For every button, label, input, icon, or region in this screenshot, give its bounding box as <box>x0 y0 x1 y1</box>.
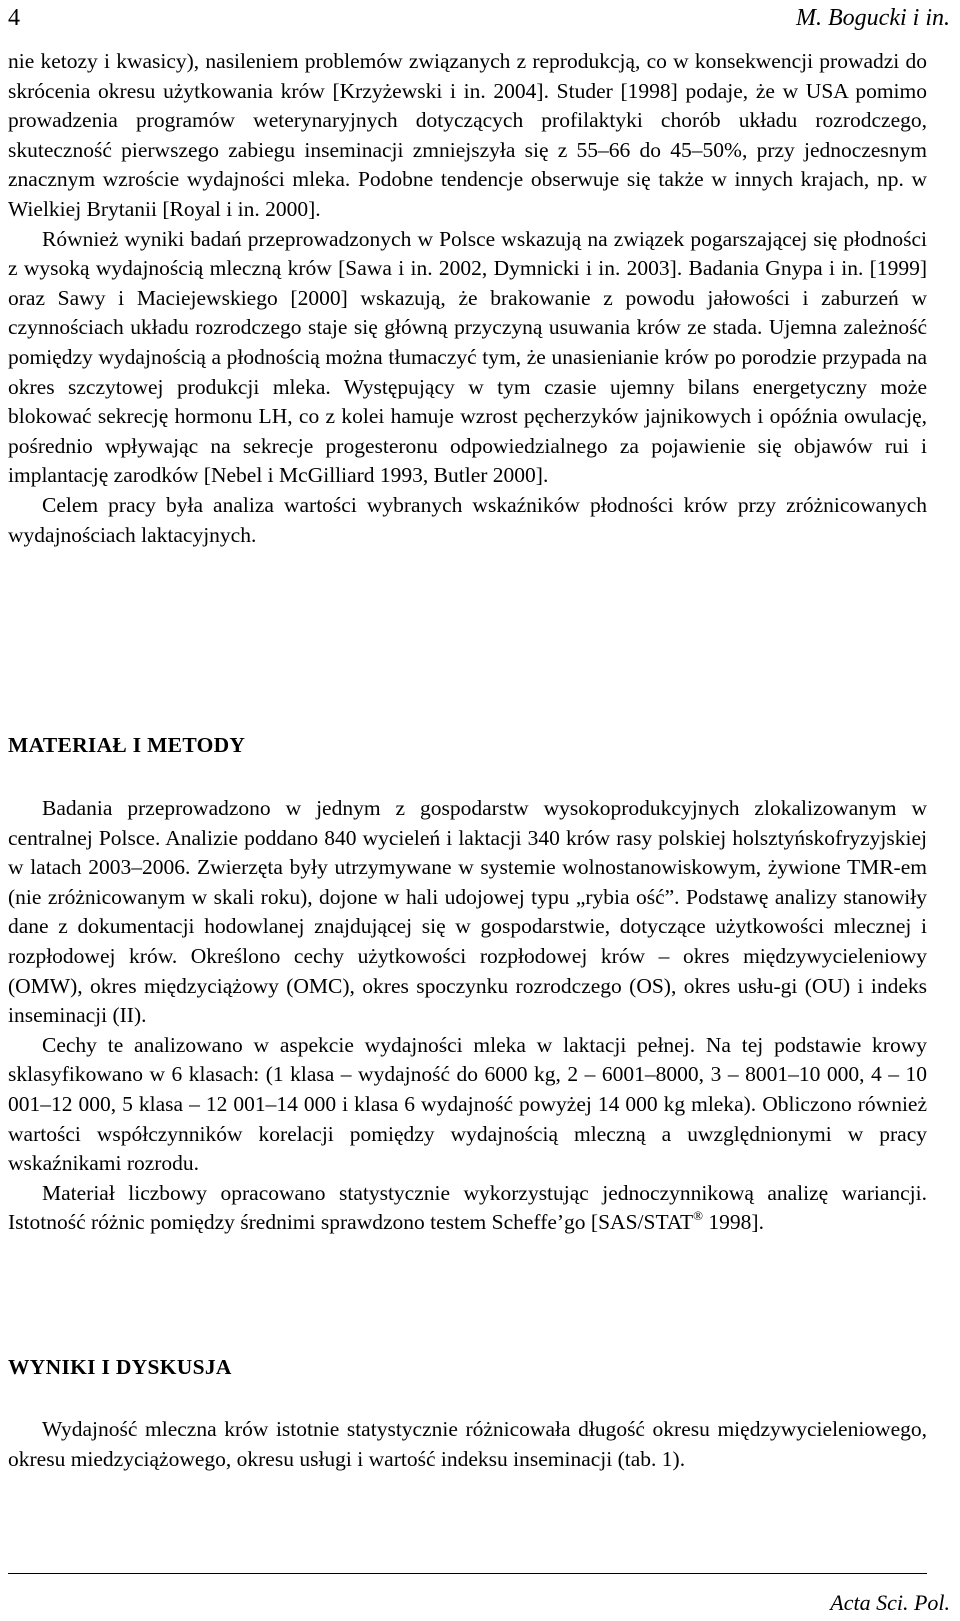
registered-mark: ® <box>693 1208 704 1224</box>
methods-paragraph-1: Badania przeprowadzono w jednym z gospodarstw wysokoprodukcyjnych zlokalizowanym w centralnej Polsce. Analizie poddano 840 wycieleń i laktacji 340 krów rasy polskiej holsztyńskofryzyjskiej w latach 2003–2006. Zwierzęta były utrzymywane w systemie wolnostanowiskowym, żywione TMR-em (nie zróżnicowanym w skali roku), dojone w hali udojowej typu „rybia ość”. Podstawę analizy stanowiły dane z dokumentacji hodowlanej znajdującej się w gospodarstwie, dotyczące użytkowości mlecznej i rozpłodowej krów. Określono cechy użytkowości rozpłodowej krów – okres międzywycieleniowy (OMW), okres międzyciążowy (OMC), okres spoczynku rozrodczego (OS), okres usłu-gi (OU) i indeks inseminacji (II). <box>8 796 927 1028</box>
methods-paragraph-3-text: Materiał liczbowy opracowano statystycznie wykorzystując jednoczynnikową analizę wariancji. Istotność różnic pomiędzy średnimi sprawdzono testem Scheffe’go [SAS/STAT <box>8 1180 927 1235</box>
intro-paragraph-1: nie ketozy i kwasicy), nasileniem problemów związanych z reprodukcją, co w konsekwencji prowadzi do skrócenia okresu użytkowania krów [Krzyżewski i in. 2004]. Studer [1998] podaje, że w USA pomimo prowadzenia programów weterynaryjnych dotyczących profilaktyki chorób układu rozrodczego, skuteczność pierwszego zabiegu inseminacji zmniejszyła się z 55–66 do 45–50%, przy jednoczesnym znacznym wzroście wydajności mleka. Podobne tendencje obserwuje się także w innych krajach, np. w Wielkiej Brytanii [Royal i in. 2000]. <box>8 49 927 221</box>
footer-rule <box>8 1573 927 1574</box>
results-heading: WYNIKI I DYSKUSJA <box>8 1355 232 1379</box>
methods-paragraph-3 <box>8 1179 927 1238</box>
methods-paragraph-3-end: 1998]. <box>703 1210 764 1235</box>
intro-section <box>8 47 927 550</box>
running-head: M. Bogucki i in. <box>796 5 950 31</box>
methods-section <box>8 794 927 1238</box>
results-paragraph-1: Wydajność mleczna krów istotnie statystycznie różnicowała długość okresu międzywycieleniowego, okresu miedzyciążowego, okresu usługi i wartość indeksu inseminacji (tab. 1). <box>8 1417 927 1471</box>
footer-journal: Acta Sci. Pol. <box>830 1590 950 1615</box>
page-number: 4 <box>8 5 20 31</box>
intro-paragraph-3: Celem pracy była analiza wartości wybranych wskaźników płodności krów przy zróżnicowanych wydajnościach laktacyjnych. <box>8 492 927 547</box>
methods-heading: MATERIAŁ I METODY <box>8 733 246 757</box>
intro-paragraph-2: Również wyniki badań przeprowadzonych w Polsce wskazują na związek pogarszającej się płodności z wysoką wydajnością mleczną krów [Sawa i in. 2002, Dymnicki i in. 2003]. Badania Gnypa i in. [1999] oraz Sawy i Maciejewskiego [2000] wskazują, że brakowanie z powodu jałowości i zaburzeń w czynnościach układu rozrodczego staje się główną przyczyną usuwania krów ze stada. Ujemna zależność pomiędzy wydajnością a płodnością można tłumaczyć tym, że unasienianie krów po porodzie przypada na okres szczytowej produkcji mleka. Występujący w tym czasie ujemny bilans energetyczny może blokować sekrecję hormonu LH, co z kolei hamuje wzrost pęcherzyków jajnikowych i opóźnia owulację, pośrednio wpływając na sekrecje progesteronu odpowiedzialnego za pojawienie się objawów rui i implantację zarodków [Nebel i McGilliard 1993, Butler 2000]. <box>8 226 927 488</box>
methods-paragraph-2: Cechy te analizowano w aspekcie wydajności mleka w laktacji pełnej. Na tej podstawie krowy sklasyfikowano w 6 klasach: (1 klasa – wydajność do 6000 kg, 2 – 6001–8000, 3 – 8001–10 000, 4 – 10 001–12 000, 5 klasa – 12 001–14 000 i klasa 6 wydajność powyżej 14 000 kg mleka). Obliczono również wartości współczynników korelacji pomiędzy wydajnością mleczną a uwzględnionymi w pracy wskaźnikami rozrodu. <box>8 1032 927 1176</box>
results-section <box>8 1415 927 1474</box>
